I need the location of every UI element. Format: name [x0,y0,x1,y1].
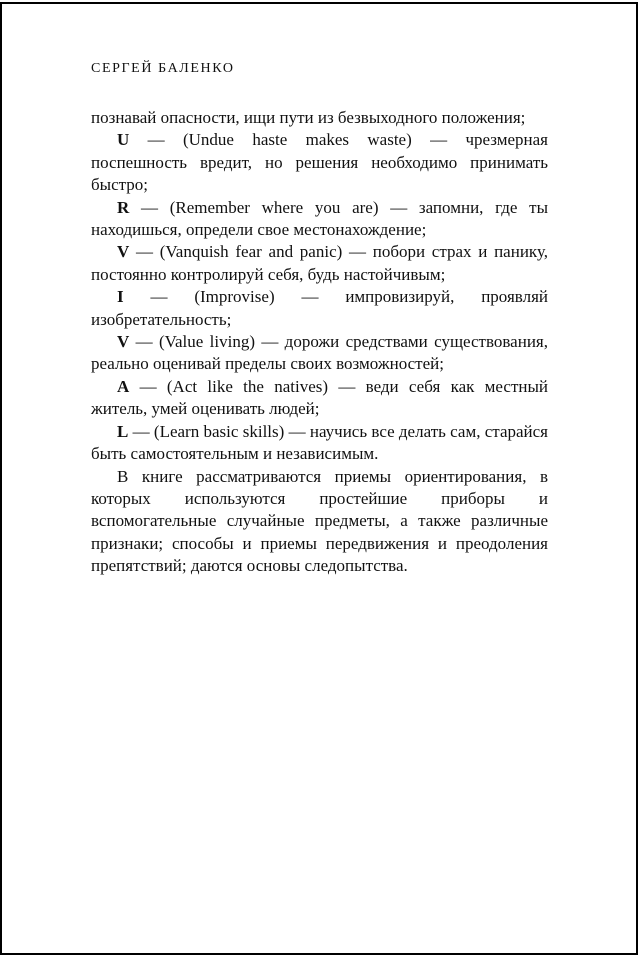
page-body-text [91,107,548,578]
acronym-letter: V [117,332,130,352]
paragraph-text: — (Act like the natives) — веди себя как местный житель, умей оценивать людей; [91,376,548,419]
acronym-letter: A [117,376,130,396]
paragraph-acronym-r [91,197,548,242]
paragraph-text: — (Undue haste makes waste) — чрезмерная поспешность вредит, но решения необходимо принимать быстро; [91,130,548,195]
paragraph-text: — (Remember where you are) — запомни, где ты находишься, определи свое местонахождение; [91,197,548,240]
book-page [0,2,638,955]
paragraph-acronym-l [91,421,548,466]
acronym-letter: R [117,197,130,217]
paragraph-acronym-u [91,129,548,196]
paragraph-text: познавай опасности, ищи пути из безвыходного положения; [91,108,526,127]
paragraph-acronym-a [91,376,548,421]
paragraph-text: — (Improvise) — импровизируй, проявляй изобретательность; [91,287,548,329]
acronym-letter: L [117,421,129,441]
paragraph-acronym-i [91,286,548,331]
acronym-letter: I [117,287,124,307]
author-header: СЕРГЕЙ БАЛЕНКО [91,61,235,76]
acronym-letter: V [117,242,130,262]
paragraph-text: — (Value living) — дорожи средствами существования, реально оценивай пределы своих возможностей; [91,332,548,374]
paragraph-acronym-v2 [91,331,548,376]
acronym-letter: U [117,130,130,150]
paragraph-continuation [91,107,548,129]
paragraph-acronym-v1 [91,241,548,286]
paragraph-book-summary [91,466,548,578]
paragraph-text: — (Vanquish fear and panic) — побори страх и панику, постоянно контролируй себя, будь настойчивым; [91,242,548,284]
paragraph-text: В книге рассматриваются приемы ориентирования, в которых используются простейшие приборы и вспомогательные случайные предметы, а также различные признаки; способы и приемы передвижения и преодоления препятствий; даются основы следопытства. [91,466,548,576]
paragraph-text: — (Learn basic skills) — научись все делать сам, старайся быть самостоятельным и независимым. [91,421,548,464]
